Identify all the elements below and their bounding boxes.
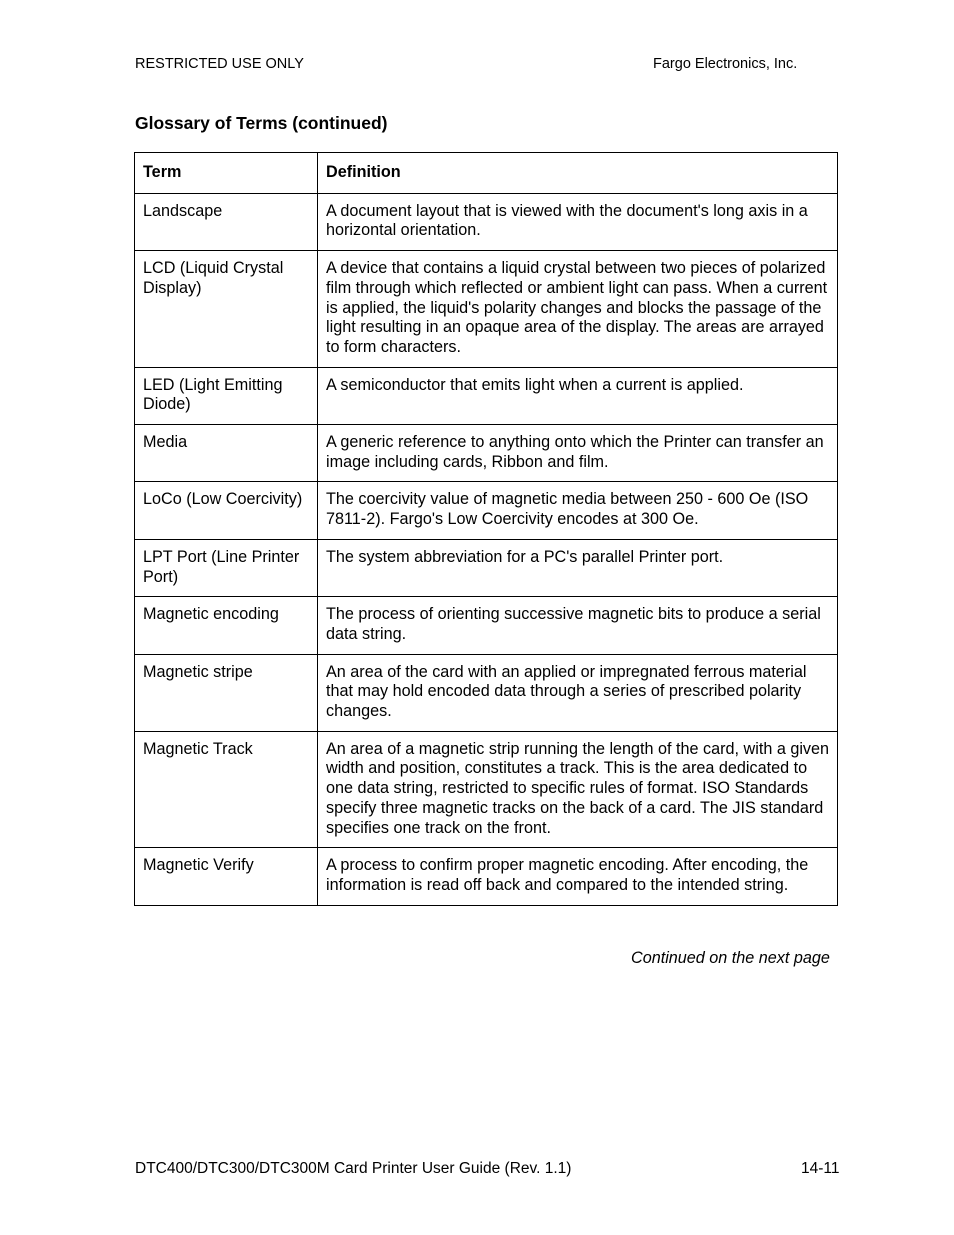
table-row bbox=[135, 597, 838, 654]
term-cell: LoCo (Low Coercivity) bbox=[135, 482, 318, 539]
definition-cell: An area of the card with an applied or impregnated ferrous material that may hold encoded data through a series of prescribed polarity changes. bbox=[318, 654, 838, 731]
definition-cell: A process to confirm proper magnetic encoding. After encoding, the information is read off back and compared to the intended string. bbox=[318, 848, 838, 905]
table-row bbox=[135, 731, 838, 848]
term-cell: Media bbox=[135, 425, 318, 482]
table-row bbox=[135, 848, 838, 905]
term-cell: LED (Light Emitting Diode) bbox=[135, 367, 318, 424]
definition-cell: The system abbreviation for a PC's parallel Printer port. bbox=[318, 539, 838, 596]
definition-cell: An area of a magnetic strip running the length of the card, with a given width and position, constitutes a track. This is the area dedicated to one data string, restricted to specific rules of format. ISO Standards specify three magnetic tracks on the back of a card. The JIS standard specifies one track on the front. bbox=[318, 731, 838, 848]
table-header-row bbox=[135, 153, 838, 194]
column-header-term: Term bbox=[135, 153, 318, 194]
term-cell: Magnetic encoding bbox=[135, 597, 318, 654]
glossary-table bbox=[134, 152, 838, 906]
term-cell: Magnetic Track bbox=[135, 731, 318, 848]
table-row bbox=[135, 251, 838, 368]
table-row bbox=[135, 193, 838, 250]
term-cell: LCD (Liquid Crystal Display) bbox=[135, 251, 318, 368]
table-row bbox=[135, 482, 838, 539]
table-row bbox=[135, 425, 838, 482]
header-company: Fargo Electronics, Inc. bbox=[653, 56, 798, 72]
footer-document-title: DTC400/DTC300/DTC300M Card Printer User Guide (Rev. 1.1) bbox=[135, 1160, 572, 1177]
page-title: Glossary of Terms (continued) bbox=[135, 113, 388, 133]
definition-cell: The coercivity value of magnetic media between 250 - 600 Oe (ISO 7811-2). Fargo's Low Coercivity encodes at 300 Oe. bbox=[318, 482, 838, 539]
definition-cell: A device that contains a liquid crystal between two pieces of polarized film through which reflected or ambient light can pass. When a current is applied, the liquid's polarity changes and blocks the passage of the light resulting in an opaque area of the display. The areas are arrayed to form characters. bbox=[318, 251, 838, 368]
table-row bbox=[135, 539, 838, 596]
term-cell: LPT Port (Line Printer Port) bbox=[135, 539, 318, 596]
definition-cell: A generic reference to anything onto which the Printer can transfer an image including cards, Ribbon and film. bbox=[318, 425, 838, 482]
continued-note: Continued on the next page bbox=[631, 949, 830, 967]
term-cell: Landscape bbox=[135, 193, 318, 250]
table-row bbox=[135, 367, 838, 424]
term-cell: Magnetic Verify bbox=[135, 848, 318, 905]
header-restricted: RESTRICTED USE ONLY bbox=[135, 56, 304, 72]
definition-cell: The process of orienting successive magnetic bits to produce a serial data string. bbox=[318, 597, 838, 654]
term-cell: Magnetic stripe bbox=[135, 654, 318, 731]
definition-cell: A document layout that is viewed with the document's long axis in a horizontal orientation. bbox=[318, 193, 838, 250]
column-header-definition: Definition bbox=[318, 153, 838, 194]
footer-page-number: 14-11 bbox=[801, 1160, 840, 1177]
table-row bbox=[135, 654, 838, 731]
definition-cell: A semiconductor that emits light when a current is applied. bbox=[318, 367, 838, 424]
